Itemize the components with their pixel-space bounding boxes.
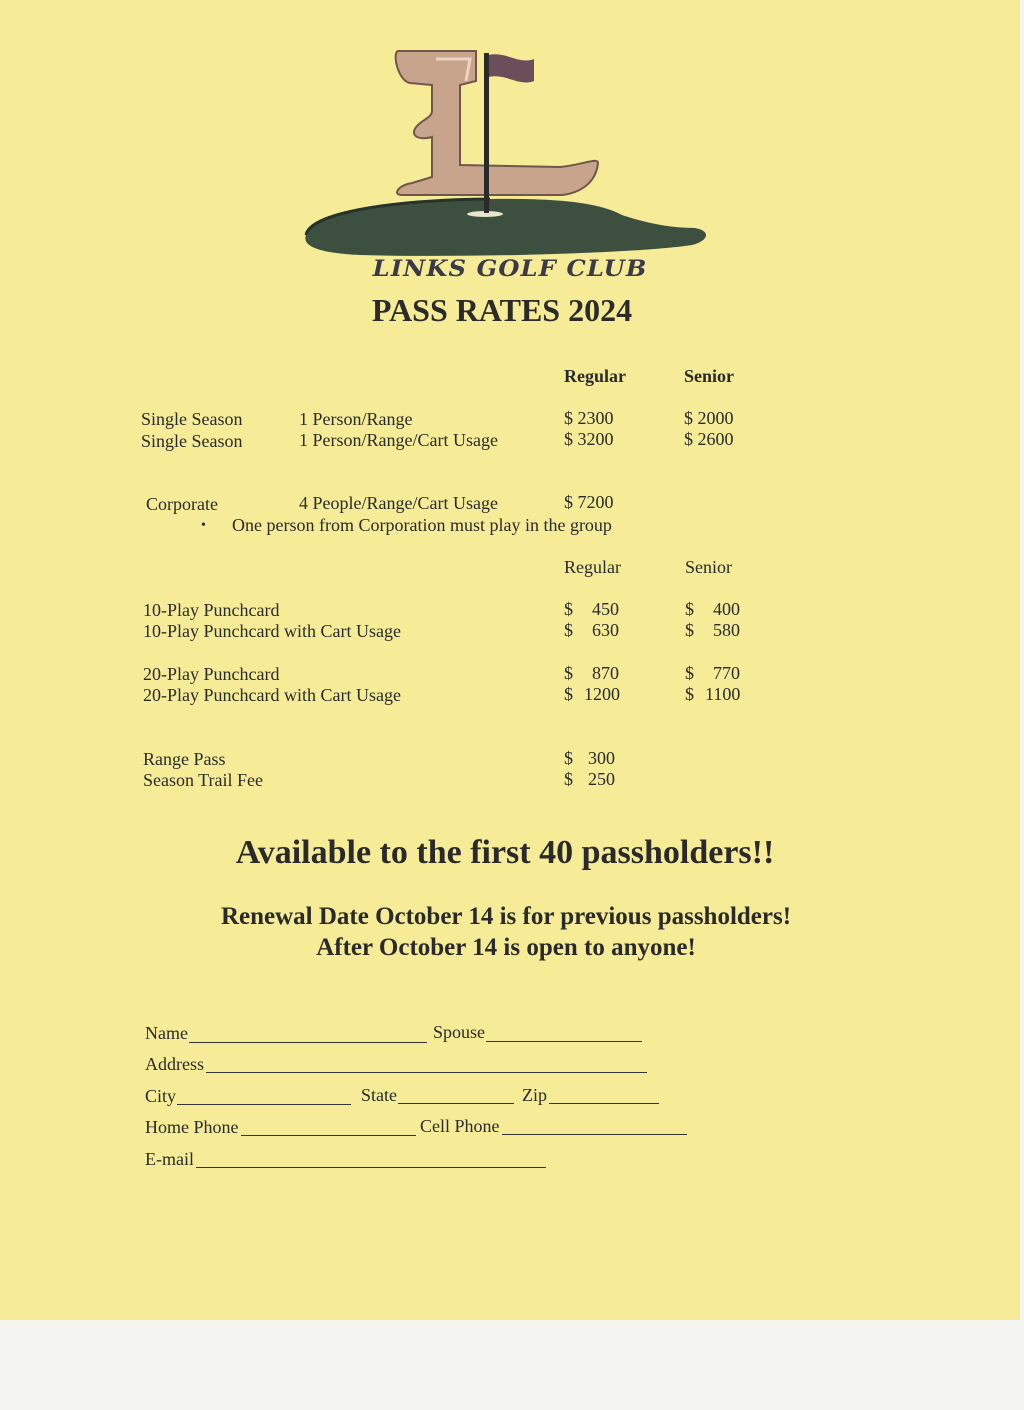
punch-row-name: 20-Play Punchcard	[143, 664, 280, 684]
misc-price: 300	[588, 748, 615, 768]
state-label: State	[361, 1085, 397, 1105]
corporate-note: One person from Corporation must play in the group	[232, 515, 612, 535]
email-field[interactable]	[196, 1167, 546, 1168]
header-regular: Regular	[564, 366, 626, 386]
name-label: Name	[145, 1023, 188, 1043]
dollar-sign: $	[685, 620, 694, 640]
punch-senior-price: 400	[713, 599, 740, 619]
home-phone-label: Home Phone	[145, 1117, 239, 1137]
punch-senior-price: 770	[713, 663, 740, 683]
spouse-label: Spouse	[433, 1022, 486, 1042]
state-field[interactable]	[398, 1103, 514, 1104]
city-label: City	[145, 1086, 177, 1106]
dollar-sign: $	[564, 748, 573, 768]
row-regular-price: $ 2300	[564, 408, 614, 428]
row-name: Single Season	[141, 409, 243, 429]
dollar-sign: $	[564, 769, 573, 789]
cell-phone-field[interactable]	[502, 1134, 687, 1135]
page-title: PASS RATES 2024	[371, 292, 633, 328]
punch-row-name: 20-Play Punchcard with Cart Usage	[143, 685, 401, 705]
punch-regular-price: 1200	[584, 684, 620, 704]
dollar-sign: $	[564, 599, 573, 619]
corporate-name: Corporate	[146, 494, 218, 514]
dollar-sign: $	[564, 663, 573, 683]
misc-row-name: Range Pass	[143, 749, 226, 769]
punch-row-name: 10-Play Punchcard with Cart Usage	[143, 621, 401, 641]
dollar-sign: $	[564, 684, 573, 704]
punch-header-senior: Senior	[685, 557, 732, 577]
corporate-price: $ 7200	[564, 492, 614, 512]
zip-field[interactable]	[549, 1103, 659, 1104]
zip-label: Zip	[522, 1085, 547, 1105]
row-name: Single Season	[141, 431, 243, 451]
row-regular-price: $ 3200	[564, 429, 614, 449]
email-label: E-mail	[145, 1149, 194, 1169]
dollar-sign: $	[685, 684, 694, 704]
dollar-sign: $	[685, 599, 694, 619]
row-senior-price: $ 2000	[684, 408, 734, 428]
punch-senior-price: 1100	[705, 684, 741, 704]
golf-logo	[300, 45, 710, 260]
row-desc: 1 Person/Range/Cart Usage	[299, 430, 498, 450]
address-field[interactable]	[206, 1072, 647, 1073]
header-senior: Senior	[684, 366, 735, 386]
city-field[interactable]	[177, 1104, 351, 1105]
dollar-sign: $	[685, 663, 694, 683]
putting-green-shape	[305, 199, 706, 256]
renewal-notice: Renewal Date October 14 is for previous passholders!	[220, 903, 792, 930]
punch-row-name: 10-Play Punchcard	[143, 600, 280, 620]
availability-headline: Available to the first 40 passholders!!	[235, 834, 775, 871]
home-phone-field[interactable]	[241, 1135, 416, 1136]
open-notice: After October 14 is open to anyone!	[316, 934, 696, 961]
punch-senior-price: 580	[713, 620, 740, 640]
address-label: Address	[145, 1054, 204, 1074]
bullet-icon: •	[201, 518, 206, 533]
row-desc: 1 Person/Range	[299, 409, 413, 429]
club-name: LINKS GOLF CLUB	[372, 256, 648, 282]
spouse-field[interactable]	[486, 1041, 642, 1042]
punch-regular-price: 630	[592, 620, 619, 640]
name-field[interactable]	[189, 1042, 427, 1043]
dollar-sign: $	[564, 620, 573, 640]
punch-header-regular: Regular	[564, 557, 621, 577]
punch-regular-price: 870	[592, 663, 619, 683]
misc-row-name: Season Trail Fee	[143, 770, 264, 790]
punch-regular-price: 450	[592, 599, 619, 619]
cell-phone-label: Cell Phone	[420, 1116, 500, 1136]
misc-price: 250	[588, 769, 615, 789]
row-senior-price: $ 2600	[684, 429, 734, 449]
corporate-desc: 4 People/Range/Cart Usage	[299, 493, 498, 513]
